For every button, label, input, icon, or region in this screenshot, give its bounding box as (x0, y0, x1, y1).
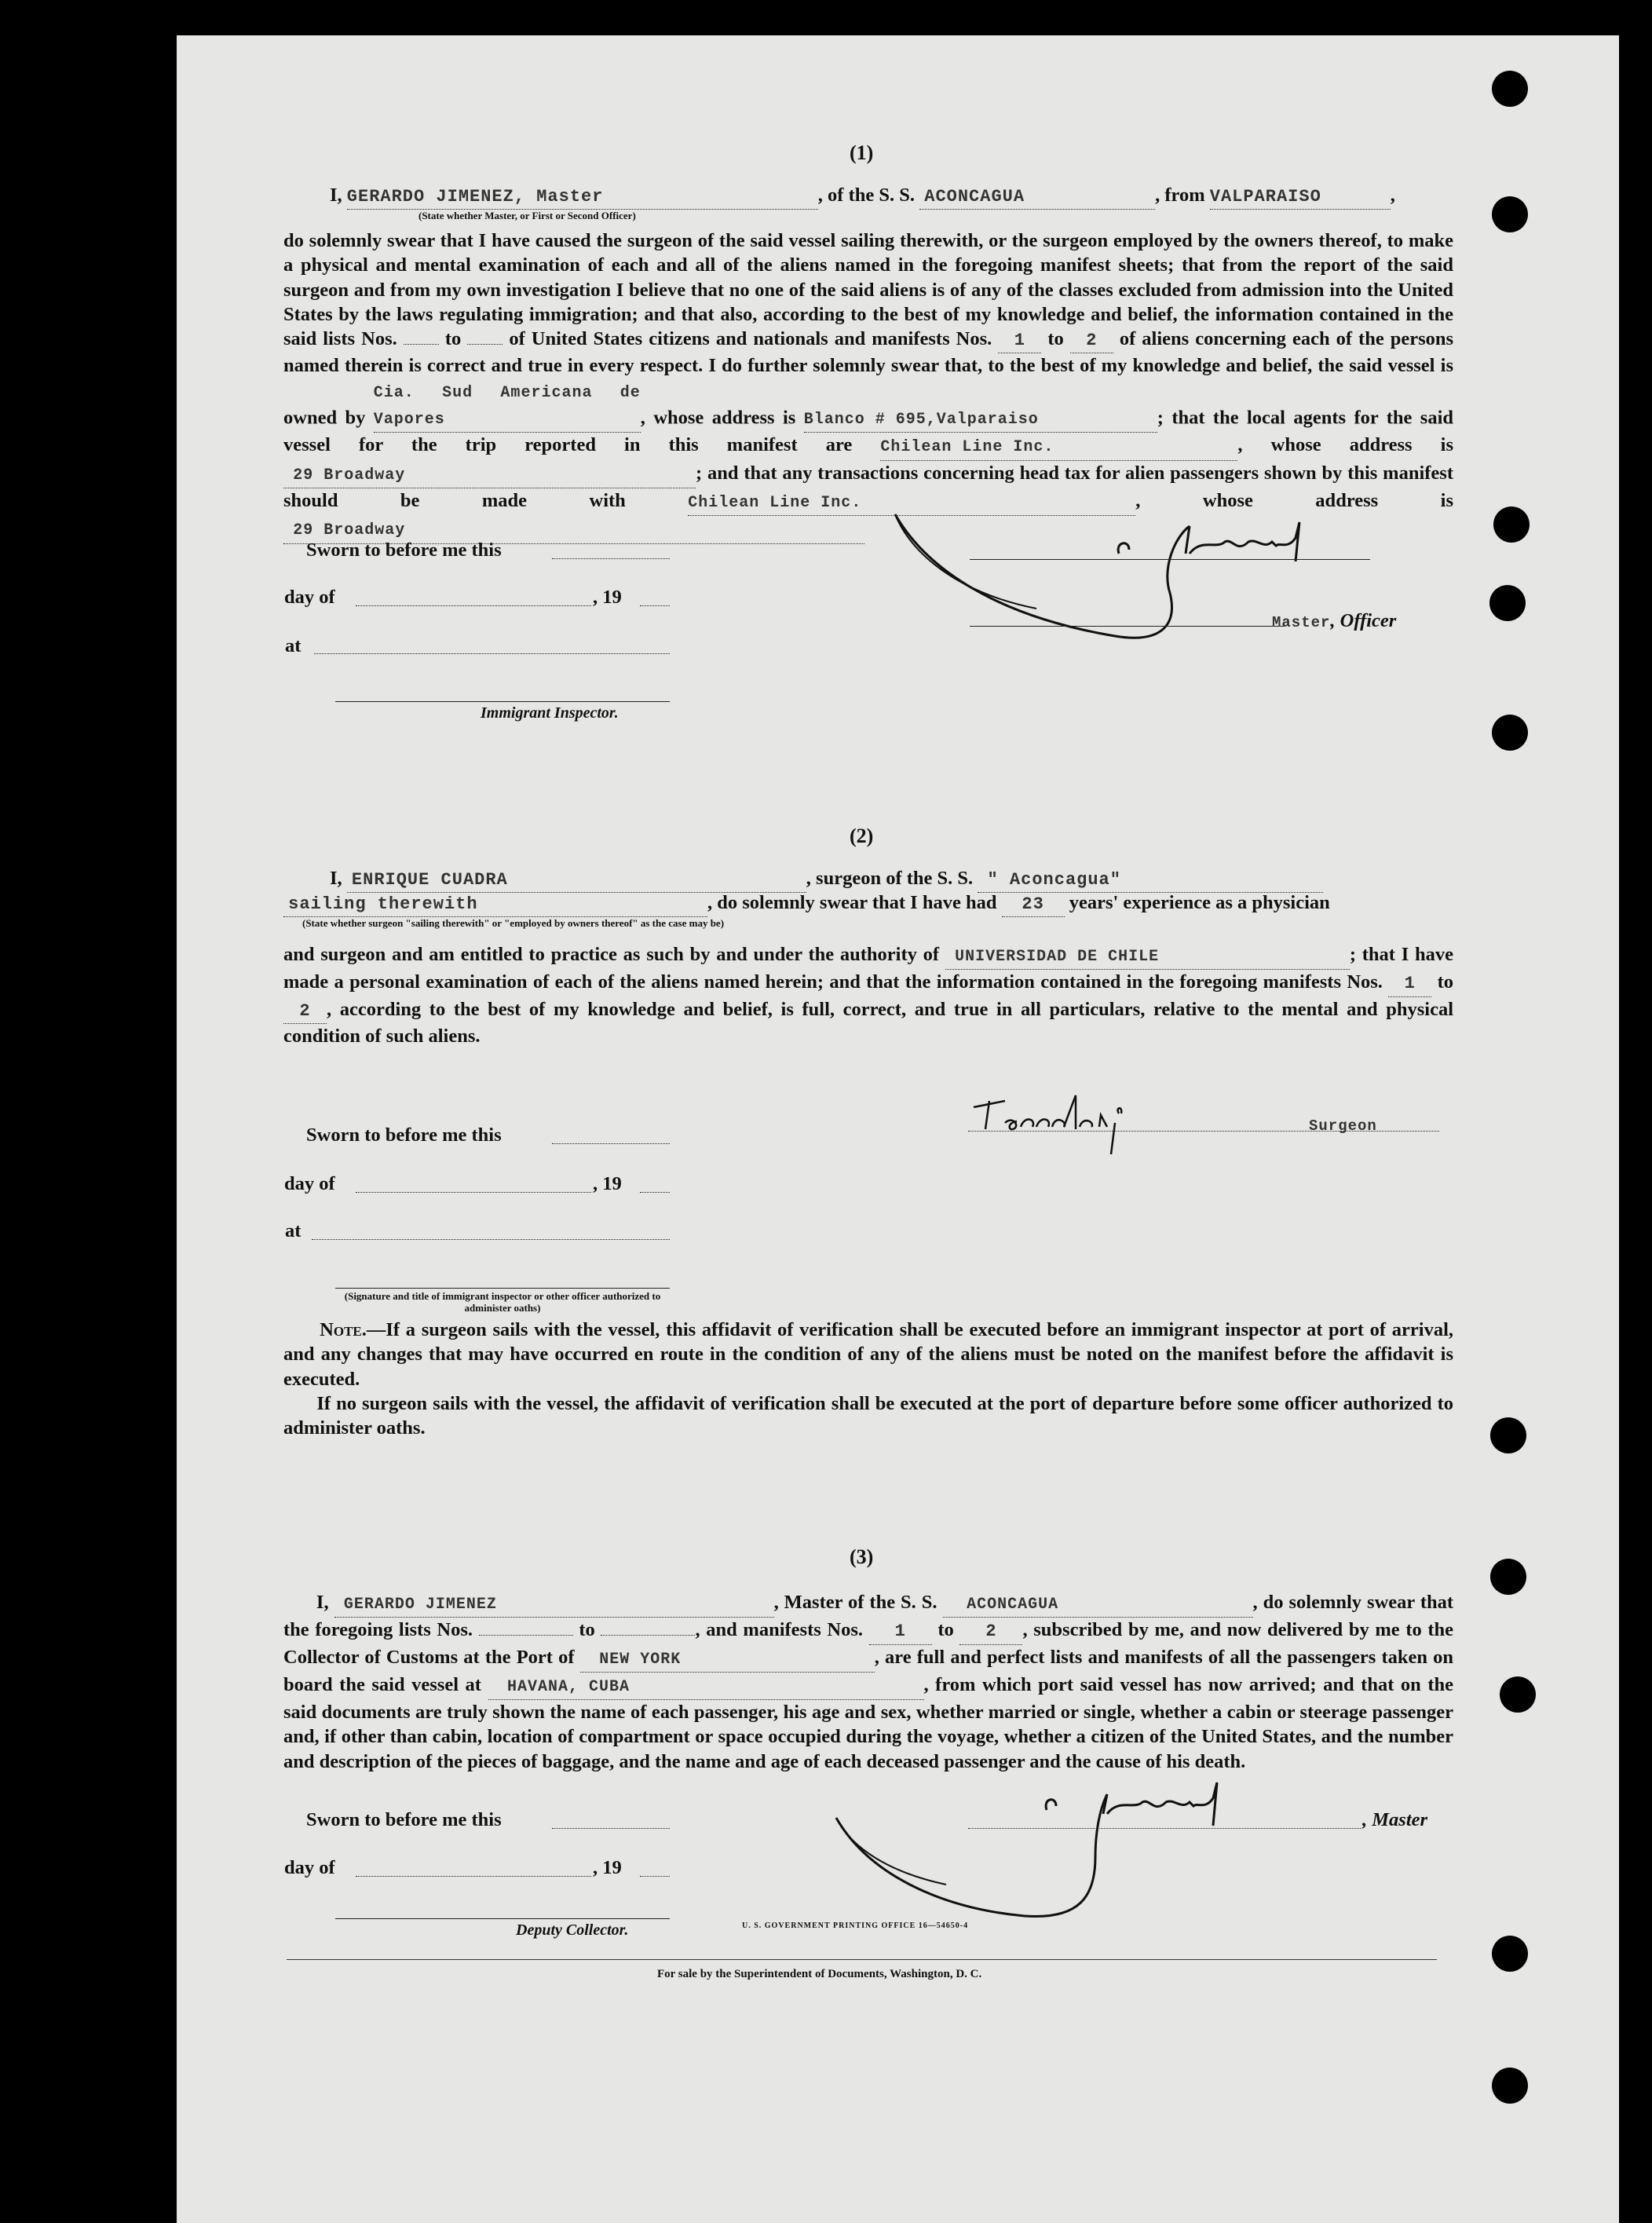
punch-hole (1500, 1676, 1536, 1713)
surgeon-title: Surgeon (1309, 1117, 1377, 1135)
surgeon-name: ENRIQUE CUADRA (351, 870, 508, 890)
manifest-to-3: 2 (985, 1622, 997, 1642)
master-name: GERARDO JIMENEZ, Master (346, 187, 604, 207)
manifest-from-3: 1 (894, 1622, 906, 1642)
nineteen-2: , 19 (593, 1173, 622, 1194)
officer-title: , Officer (1330, 610, 1397, 631)
note-paragraph-2: If no surgeon sails with the vessel, the affidavit of verification shall be executed at the port of departure before some officer authorized to administer oaths. (283, 1393, 1453, 1439)
deputy-collector-label: Deputy Collector. (516, 1921, 629, 1939)
of-ss-label: , of the S. S. (817, 185, 915, 206)
day-of-label-3: day of (284, 1857, 335, 1878)
sworn-label-3: Sworn to before me this (306, 1809, 502, 1830)
punch-hole (1492, 71, 1528, 107)
immigrant-inspector-label: Immigrant Inspector. (481, 704, 619, 722)
signature-title-caption: (Signature and title of immigrant inspector or other officer authorized to administer oaths) (344, 1290, 661, 1314)
section-3-body: I, GERARDO JIMENEZ , Master of the S. S. ACONCAGUA , do solemnly swear that the foregoing lists Nos. to , and manifests Nos. 1 to 2 , subscribed by me, and now delivered by me to the Collector of Customs at the Port of NEW YORK , are full and perfect lists and manifests of all the passengers taken on board the said vessel at HAVANA, CUBA , from which port said vessel has now arrived; and that on the said documents are truly shown the name of each passenger, his age and sex, whether married or single, whether a cabin or steerage passenger and, if other than cabin, location of compartment or space occupied during the voyage, whether a citizen of the United States, and the number and description of the pieces of baggage, and the name and age of each deceased passenger and the cause of his death. (283, 1592, 1454, 1772)
sworn-label-2: Sworn to before me this (306, 1124, 502, 1146)
at-label-1: at (285, 635, 302, 656)
master-signature-1 (879, 506, 1508, 687)
section-3-number: (3) (850, 1545, 874, 1568)
at-label-2: at (285, 1220, 302, 1241)
agents-address: 29 Broadway (293, 466, 406, 484)
punch-hole (1492, 715, 1528, 751)
punch-hole (1490, 1417, 1526, 1453)
owner-address: Blanco # 695,Valparaiso (803, 411, 1039, 430)
section-1-header-line: I, GERARDO JIMENEZ, Master , of the S. S. ACONCAGUA , from VALPARAISO , (330, 183, 1633, 210)
punch-hole (1492, 2068, 1528, 2104)
nineteen-3: , 19 (593, 1857, 622, 1878)
from-label: , from (1155, 185, 1205, 206)
vessel-owner: Cia. Sud Americana de Vapores (373, 383, 641, 430)
surgeon-caption: (State whether surgeon "sailing therewith" or "employed by owners thereof" as the case may be) (302, 917, 725, 929)
section-2-body: and surgeon and am entitled to practice as such by and under the authority of UNIVERSIDAD DE CHILE ; that I have made a personal examination of each of the aliens named herein; and that the information contained in the foregoing manifests Nos. 1 to 2 , according to the best of my knowledge and belief, is full, correct, and true in all particulars, relative to the mental and physical condition of such aliens. (283, 944, 1454, 1047)
surgeon-signature (966, 1091, 1201, 1162)
master-name-3: GERARDO JIMENEZ (343, 1596, 497, 1614)
local-agents: Chilean Line Inc. (880, 438, 1054, 457)
section-2-sailing-line: sailing therewith , do solemnly swear that I have had 23 years' experience as a physician (283, 890, 1461, 917)
day-of-label-2: day of (284, 1173, 335, 1194)
note-label: Note. (320, 1319, 367, 1340)
note-paragraph: Note.—If a surgeon sails with the vessel, this affidavit of verification shall be executed before an immigrant inspector at port of arrival, and any changes that may have occurred en route in the condition of any of the aliens must be noted on the manifest before the affidavit is executed. (283, 1319, 1453, 1390)
sale-notice: For sale by the Superintendent of Documents, Washington, D. C. (657, 1968, 982, 1980)
master-signature-3 (821, 1763, 1449, 1936)
years-experience: 23 (1022, 894, 1044, 914)
manifest-to-2: 2 (299, 1000, 311, 1021)
section-1-body: do solemnly swear that I have caused the surgeon of the said vessel sailing therewith, or the surgeon employed by the owners thereof, to make a physical and mental examination of each and all of the aliens named in the foregoing manifest sheets; that from the report of the said surgeon and from my own investigation I believe that no one of the said aliens is of any of the classes excluded from admission into the United States by the laws regulating immigration; and that also, according to the best of my knowledge and belief, the information contained in the said lists Nos. to of United States citizens and nationals and manifests Nos. 1 to 2 of aliens concerning each of the persons named therein is correct and true in every respect. I do further solemnly swear that, to the best of my knowledge and belief, the said vessel is owned by Cia. Sud Americana de Vapores , whose address is Blanco # 695,Valparaiso ; that the local agents for the said vessel for the trip reported in this manifest are Chilean Line Inc. , whose address is 29 Broadway ; and that any transactions concerning head tax for alien passengers shown by this manifest should be made with Chilean Line Inc. , whose address is 29 Broadway (283, 229, 1453, 544)
section-2-number: (2) (850, 824, 874, 847)
section-1-number: (1) (850, 141, 874, 164)
punch-hole (1490, 1559, 1526, 1595)
sworn-label-1: Sworn to before me this (306, 539, 502, 561)
head-tax-address: 29 Broadway (293, 521, 406, 540)
printing-office-line: U. S. GOVERNMENT PRINTING OFFICE 16—54650-4 (742, 1921, 969, 1930)
surgeon-vessel: " Aconcagua" (987, 870, 1121, 890)
surgeon-authority: UNIVERSIDAD DE CHILE (955, 948, 1160, 966)
i-label: I, (330, 185, 342, 206)
departure-port: HAVANA, CUBA (507, 1677, 630, 1696)
manifest-from-2: 1 (1404, 974, 1416, 994)
manifest-to: 2 (1086, 331, 1098, 351)
vessel-name-3: ACONCAGUA (967, 1596, 1059, 1614)
from-port: VALPARAISO (1209, 187, 1321, 207)
punch-hole (1492, 1936, 1528, 1972)
manifest-from: 1 (1014, 331, 1025, 351)
master-title-typed: Master (1272, 614, 1331, 631)
officer-caption: (State whether Master, or First or Second Officer) (418, 210, 636, 221)
section-2-header-line: I, ENRIQUE CUADRA , surgeon of the S. S. " Aconcagua" (330, 866, 1633, 893)
manifest-affidavit-page (177, 35, 1619, 2223)
head-tax-agent: Chilean Line Inc. (688, 493, 862, 512)
surgeon-sailing: sailing therewith (288, 894, 478, 914)
master-title-3: , Master (1362, 1809, 1428, 1830)
day-of-label-1: day of (284, 587, 335, 608)
arrival-port: NEW YORK (599, 1650, 682, 1669)
vessel-name: ACONCAGUA (924, 187, 1025, 207)
nineteen-1: , 19 (593, 587, 622, 608)
